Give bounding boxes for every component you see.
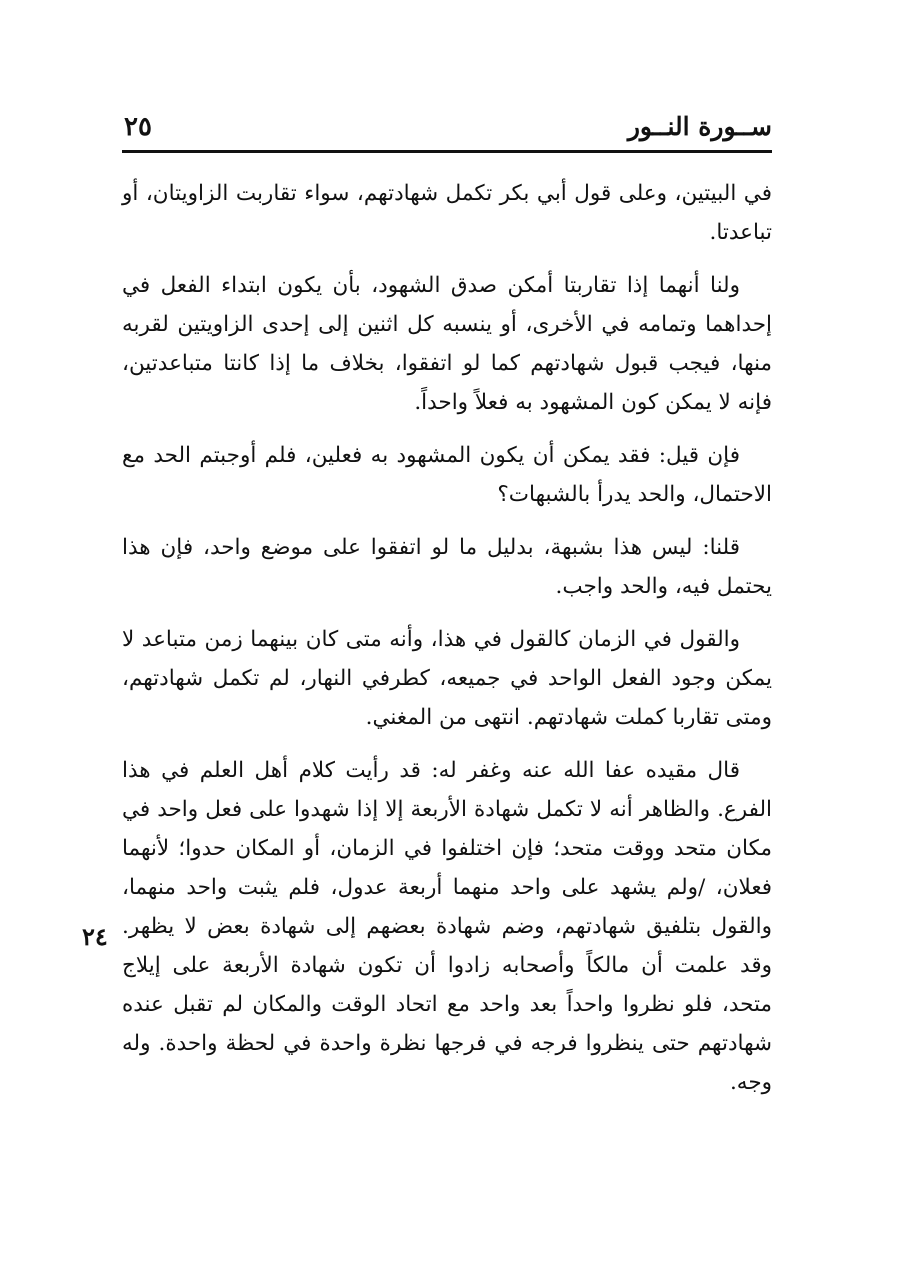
header-rule (122, 150, 772, 153)
paragraph-author-comment: قال مقيده عفا الله عنه وغفر له: قد رأيت كلام أهل العلم في هذا الفرع. والظاهر أنه لا تكمل شهادة الأربعة إلا إذا شهدوا على فعل واحد في مكان متحد ووقت متحد؛ فإن اختلفوا في الزمان، أو المكان حدوا؛ لأنهما فعلان، /ولم يشهد على واحد منهما أربعة عدول، فلم يثبت واحد منهما، والقول بتلفيق شهادتهم، وضم شهادة بعضهم إلى شهادة بعض لا يظهر. وقد علمت أن مالكاً وأصحابه زادوا أن تكون شهادة الأربعة على إيلاج متحد، فلو نظروا واحداً بعد واحد مع اتحاد الوقت والمكان لم تقبل عنده شهادتهم حتى ينظروا فرجه في فرجها نظرة واحدة في لحظة واحدة. وله وجه. (122, 758, 772, 1095)
book-page (122, 108, 772, 1116)
paragraph-reply: قلنا: ليس هذا بشبهة، بدليل ما لو اتفقوا على موضع واحد، فإن هذا يحتمل فيه، والحد واجب. (122, 535, 772, 599)
paragraph-objection: فإن قيل: فقد يمكن أن يكون المشهود به فعلين، فلم أوجبتم الحد مع الاحتمال، والحد يدرأ بالشبهات؟ (122, 443, 772, 507)
paragraph-time: والقول في الزمان كالقول في هذا، وأنه متى كان بينهما زمن متباعد لا يمكن وجود الفعل الواحد في جميعه، كطرفي النهار، لم تكمل شهادتهم، ومتى تقاربا كملت شهادتهم. انتهى من المغني. (122, 627, 772, 730)
body-text (122, 174, 772, 1102)
page-number: ٢٥ (124, 112, 152, 142)
paragraph-continuation: في البيتين، وعلى قول أبي بكر تكمل شهادتهم، سواء تقاربت الزاويتان، أو تباعدتا. (122, 181, 772, 245)
paragraph-argument: ولنا أنهما إذا تقاربتا أمكن صدق الشهود، بأن يكون ابتداء الفعل في إحداهما وتمامه في الأخرى، أو ينسبه كل اثنين إلى إحدى الزاويتين لقربه منها، فيجب قبول شهادتهم كما لو اتفقوا، بخلاف ما إذا كانتا متباعدتين، فإنه لا يمكن كون المشهود به فعلاً واحداً. (122, 273, 772, 415)
margin-page-reference: ٢٤ (82, 922, 108, 951)
running-title: ســورة النــور (627, 112, 772, 141)
page-header (122, 108, 772, 152)
